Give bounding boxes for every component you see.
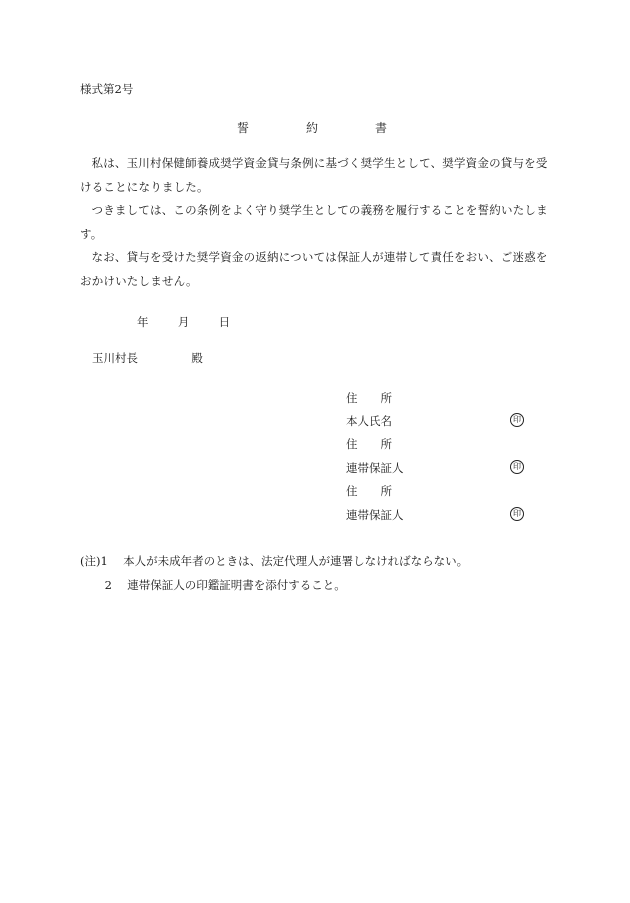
date-year: 年 bbox=[137, 315, 149, 329]
note-1 bbox=[80, 549, 468, 573]
seal-mark-icon: 印 bbox=[510, 507, 524, 521]
signature-row bbox=[346, 413, 526, 431]
signature-row bbox=[346, 436, 526, 454]
signature-label: 住 所 bbox=[346, 391, 392, 405]
seal-mark-icon: 印 bbox=[510, 413, 524, 427]
title-char-1: 誓 bbox=[237, 121, 250, 135]
pledge-body bbox=[80, 152, 555, 293]
signature-row bbox=[346, 483, 526, 501]
paragraph-3: なお、貸与を受けた奨学資金の返納については保証人が連帯して責任をおい、ご迷惑をおかけいたしません。 bbox=[80, 250, 548, 288]
signature-label: 住 所 bbox=[346, 484, 392, 498]
signature-label: 本人氏名 bbox=[346, 414, 392, 428]
title-char-3: 書 bbox=[374, 121, 387, 135]
signature-row bbox=[346, 390, 526, 408]
date-day: 日 bbox=[218, 315, 231, 329]
date-line bbox=[137, 314, 230, 330]
signature-label: 連帯保証人 bbox=[346, 508, 404, 522]
note-text: 本人が未成年者のときは、法定代理人が連署しなければならない。 bbox=[123, 554, 469, 568]
signature-label: 住 所 bbox=[346, 437, 392, 451]
note-2 bbox=[80, 573, 468, 597]
paragraph-1: 私は、玉川村保健師養成奨学資金貸与条例に基づく奨学生として、奨学資金の貸与を受けることになりました。 bbox=[80, 156, 548, 194]
signature-row bbox=[346, 460, 526, 478]
note-prefix: (注)1 bbox=[80, 554, 108, 568]
paragraph-2: つきましては、この条例をよく守り奨学生としての義務を履行することを誓約いたします。 bbox=[80, 203, 548, 241]
notes bbox=[80, 549, 468, 597]
seal-mark-icon: 印 bbox=[510, 460, 524, 474]
signature-label: 連帯保証人 bbox=[346, 461, 404, 475]
note-text: 連帯保証人の印鑑証明書を添付すること。 bbox=[127, 578, 346, 592]
signature-row bbox=[346, 507, 526, 525]
addressee bbox=[92, 350, 203, 366]
document-title bbox=[237, 119, 387, 136]
addressee-honorific: 殿 bbox=[191, 351, 203, 365]
addressee-name: 玉川村長 bbox=[92, 351, 138, 365]
note-prefix: 2 bbox=[104, 578, 112, 592]
date-month: 月 bbox=[177, 315, 190, 329]
form-number: 様式第2号 bbox=[80, 82, 134, 96]
title-char-2: 約 bbox=[305, 121, 318, 135]
